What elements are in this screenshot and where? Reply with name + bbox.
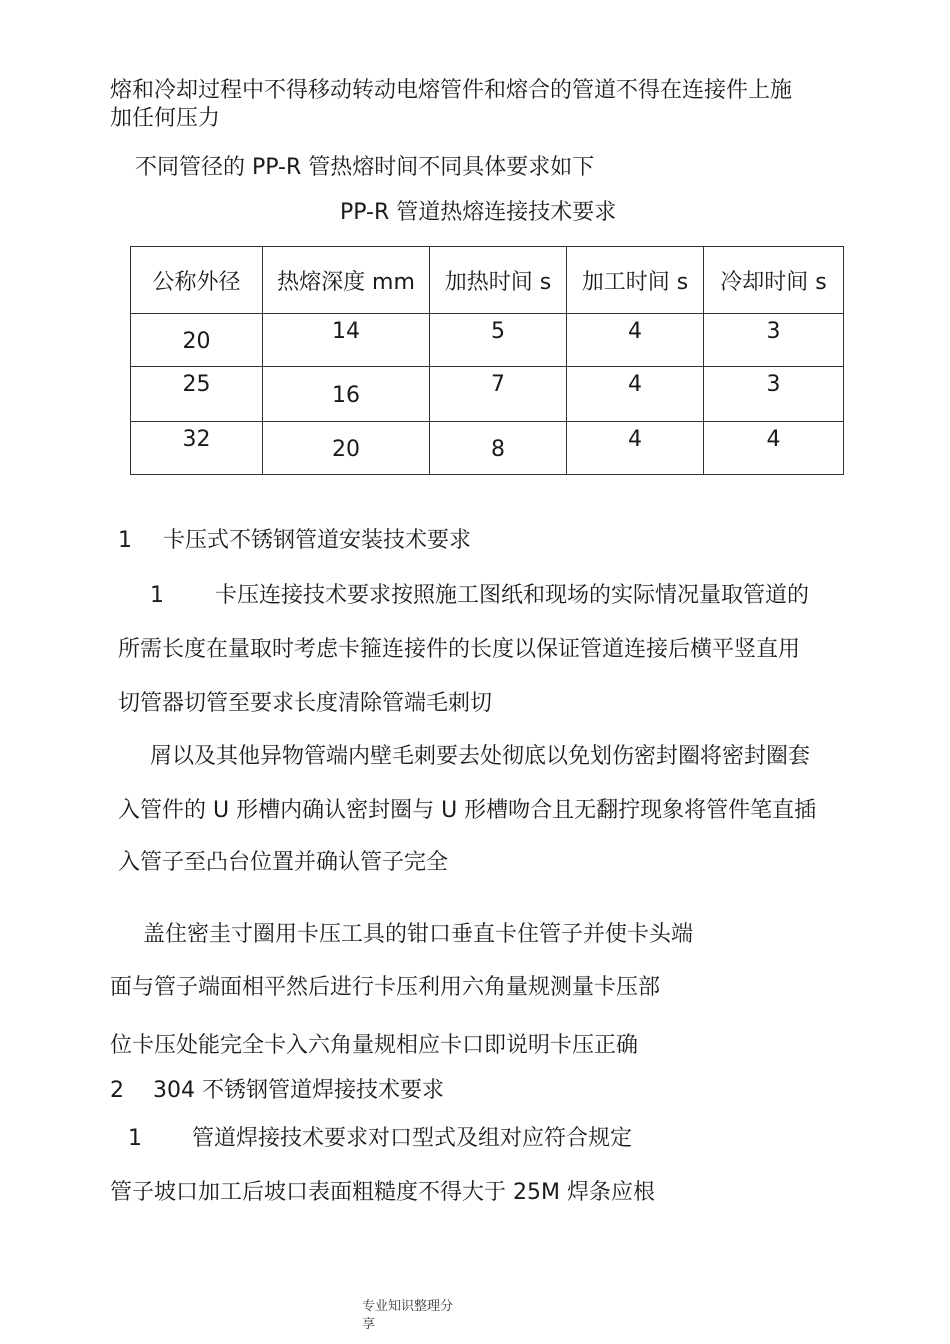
- table-row: [131, 422, 844, 475]
- footer-text: 享: [362, 1317, 376, 1332]
- cell-value: 14: [332, 319, 360, 344]
- footer-text: 专业知识整理分: [362, 1299, 454, 1314]
- table-cell: [263, 367, 430, 422]
- body-line: 位卡压处能完全卡入六角量规相应卡口即说明卡压正确: [110, 1033, 639, 1058]
- body-line: 入管件的 U 形槽内确认密封圈与 U 形槽吻合且无翻拧现象将管件笔直插: [118, 798, 817, 823]
- item-title: 管道焊接技术要求对口型式及组对应符合规定: [192, 1126, 633, 1151]
- table-cell: [567, 422, 704, 475]
- table-cell: [704, 314, 844, 367]
- cell-value: 4: [628, 427, 642, 452]
- cell-value: 3: [766, 319, 781, 344]
- table-header-row: [131, 247, 844, 314]
- header-cell: 冷却时间 s: [704, 247, 844, 314]
- cell-value: 4: [628, 319, 642, 344]
- cell-value: 8: [491, 437, 505, 462]
- intro-text: 不同管径的 PP-R 管热熔时间不同具体要求如下: [135, 155, 595, 180]
- spec-table: [130, 246, 844, 475]
- item-number: 1: [150, 583, 164, 608]
- table-cell: [131, 367, 263, 422]
- cell-value: 20: [332, 437, 360, 462]
- header-cell: 加热时间 s: [430, 247, 567, 314]
- body-line: 入管子至凸台位置并确认管子完全: [118, 850, 449, 875]
- body-line: 面与管子端面相平然后进行卡压利用六角量规测量卡压部: [110, 975, 661, 1000]
- cell-value: 5: [491, 319, 505, 344]
- table-cell: [430, 422, 567, 475]
- body-line: 管子坡口加工后坡口表面粗糙度不得大于 25M 焊条应根: [110, 1180, 655, 1205]
- header-cell: 加工时间 s: [567, 247, 704, 314]
- table-cell: [131, 422, 263, 475]
- cell-value: 4: [628, 372, 642, 397]
- table-row: [131, 367, 844, 422]
- body-line: 卡压连接技术要求按照施工图纸和现场的实际情况量取管道的: [215, 583, 810, 608]
- section-number: 1: [118, 528, 132, 553]
- table-cell: [430, 314, 567, 367]
- table-cell: [263, 314, 430, 367]
- table-cell: [567, 367, 704, 422]
- body-line: 屑以及其他异物管端内壁毛刺要去处彻底以免划伤密封圈将密封圈套: [150, 744, 811, 769]
- cell-value: 16: [332, 383, 360, 408]
- cell-value: 3: [766, 372, 781, 397]
- section-number: 2: [110, 1078, 124, 1103]
- table-cell: [704, 422, 844, 475]
- section-title: 卡压式不锈钢管道安装技术要求: [163, 528, 472, 553]
- body-line: 所需长度在量取时考虑卡箍连接件的长度以保证管道连接后横平竖直用: [118, 637, 801, 662]
- item-number: 1: [128, 1126, 142, 1151]
- table-cell: [567, 314, 704, 367]
- cell-value: 32: [182, 427, 211, 452]
- cell-value: 4: [766, 427, 781, 452]
- cell-value: 25: [182, 372, 211, 397]
- header-cell: 热熔深度 mm: [263, 247, 430, 314]
- cell-value: 7: [491, 372, 505, 397]
- table-cell: [131, 314, 263, 367]
- cell-value: 20: [182, 329, 211, 354]
- header-cell: 公称外径: [131, 247, 263, 314]
- table-cell: [430, 367, 567, 422]
- paragraph-line: 加任何压力: [110, 106, 221, 131]
- body-line: 切管器切管至要求长度清除管端毛刺切: [118, 691, 493, 716]
- section-title: 304 不锈钢管道焊接技术要求: [153, 1078, 444, 1103]
- table-title: PP-R 管道热熔连接技术要求: [340, 200, 617, 225]
- paragraph-line: 熔和冷却过程中不得移动转动电熔管件和熔合的管道不得在连接件上施: [110, 78, 793, 103]
- table-cell: [704, 367, 844, 422]
- body-line: 盖住密圭寸圈用卡压工具的钳口垂直卡住管子并使卡头端: [143, 922, 694, 947]
- table-row: [131, 314, 844, 367]
- table-cell: [263, 422, 430, 475]
